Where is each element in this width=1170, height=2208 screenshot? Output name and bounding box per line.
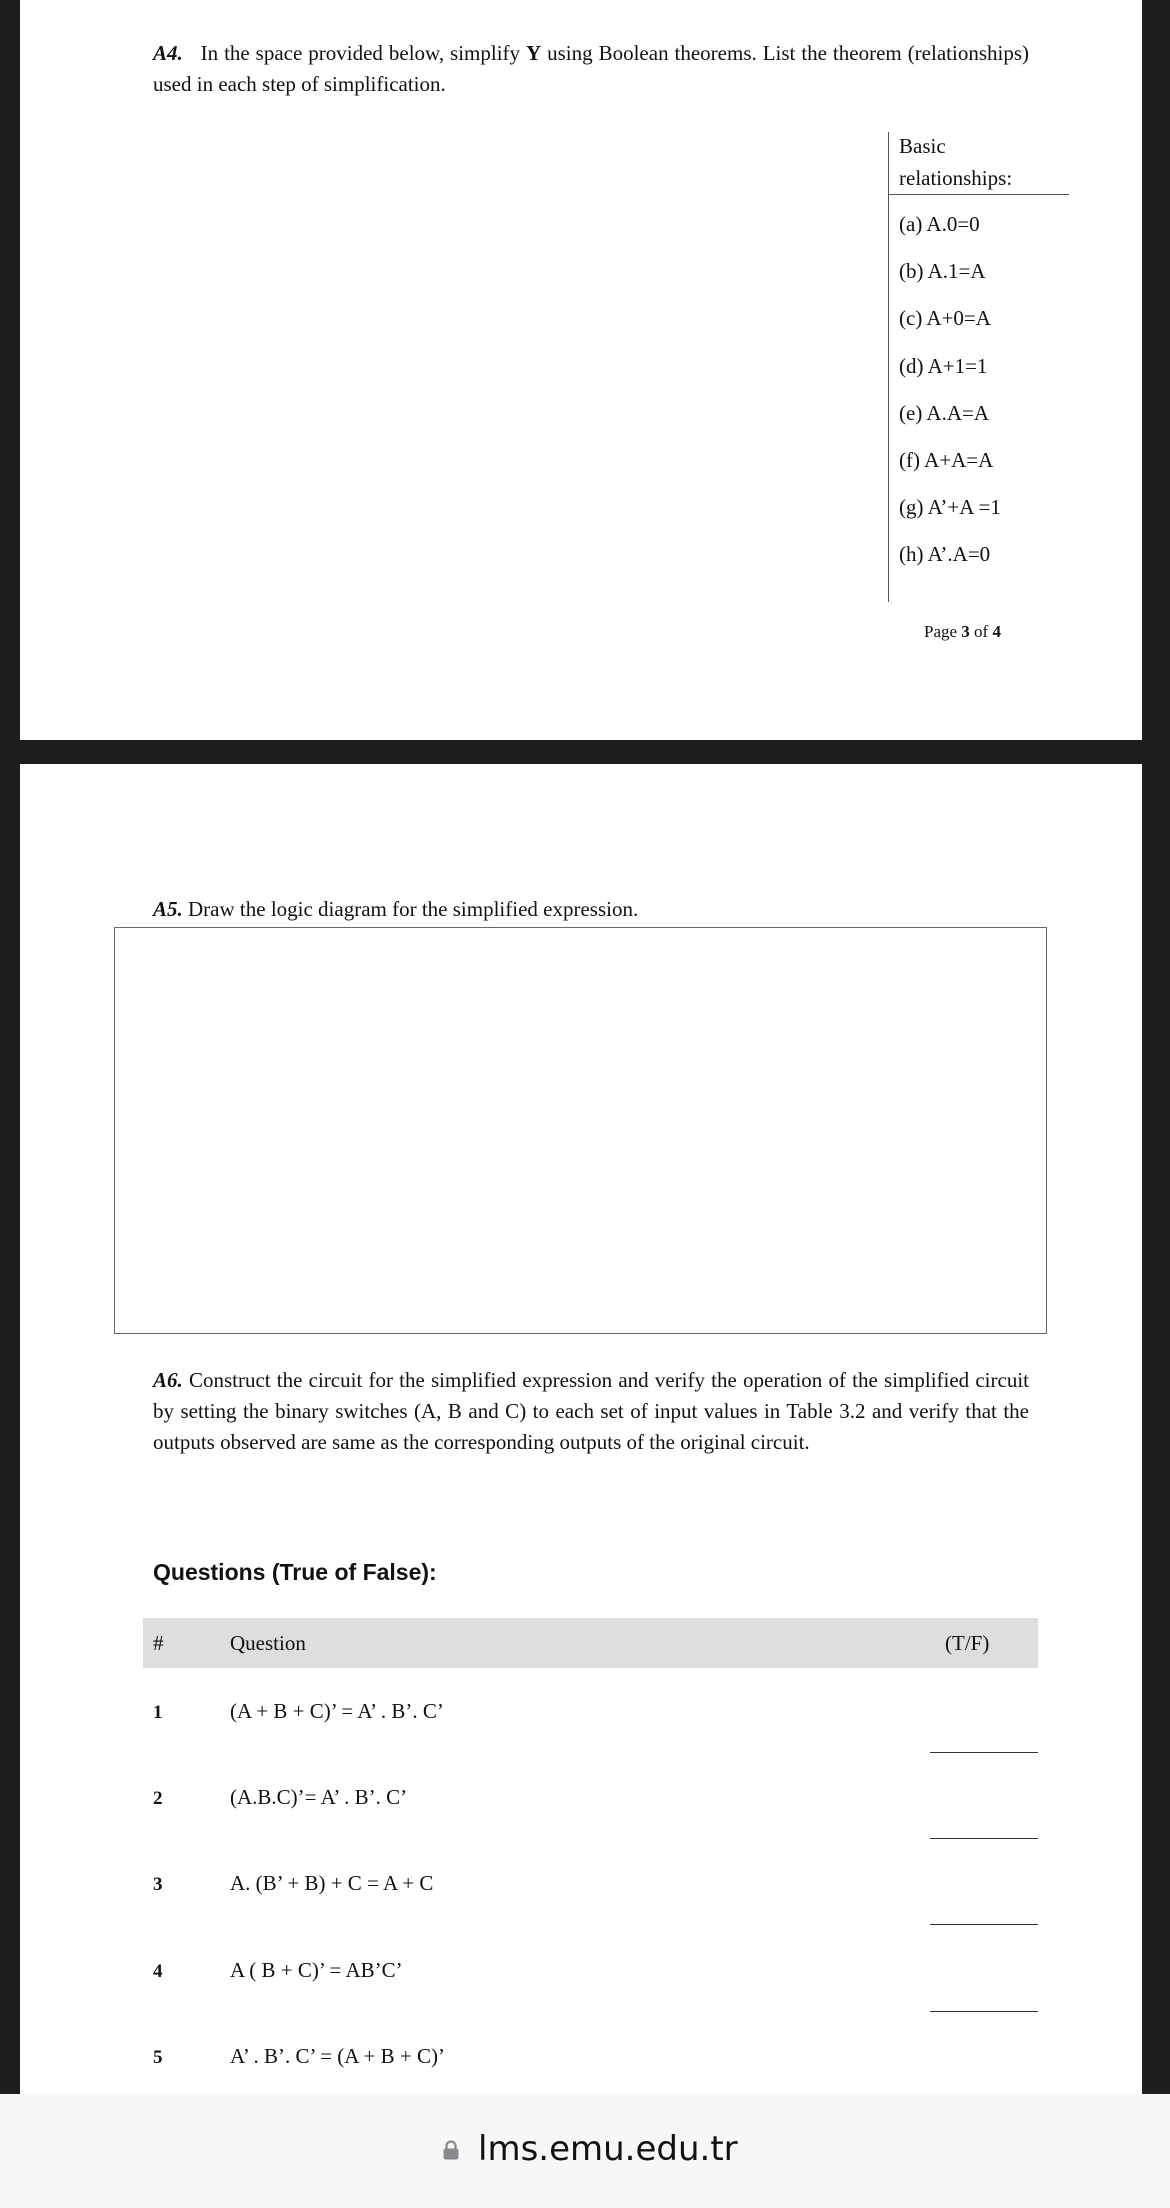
- table-row-question: (A.B.C)’= A’ . B’. C’: [230, 1785, 408, 1809]
- table-row-number: 2: [153, 1788, 163, 1809]
- question-a5-label: A5.: [153, 897, 183, 921]
- answer-blank[interactable]: [930, 1752, 1038, 1753]
- relationship-item: (d) A+1=1: [899, 354, 988, 378]
- relationships-heading: [899, 130, 1059, 194]
- question-a4-label: A4.: [153, 41, 183, 65]
- question-a6-label: A6.: [153, 1368, 183, 1392]
- table-header-true-false: (T/F): [945, 1631, 990, 1655]
- relationship-item: (c) A+0=A: [899, 306, 991, 330]
- relationships-heading-line-1: Basic: [899, 134, 946, 158]
- question-a6: [153, 1365, 1029, 1458]
- table-row-question: A’ . B’. C’ = (A + B + C)’: [230, 2044, 445, 2068]
- page-number-total: 4: [992, 622, 1001, 641]
- question-a5-text: Draw the logic diagram for the simplified expression.: [182, 897, 639, 921]
- table-row-number: 3: [153, 1874, 163, 1895]
- page-number-of: of: [969, 622, 993, 641]
- page-number: [924, 622, 1001, 642]
- page-number-label: Page: [924, 622, 962, 641]
- relationships-heading-line-2: relationships:: [899, 166, 1013, 190]
- question-a5: [153, 894, 1029, 925]
- table-row-number: 5: [153, 2047, 163, 2068]
- questions-title: Questions (True of False):: [153, 1559, 437, 1585]
- page-number-current: 3: [961, 622, 970, 641]
- table-row-question: (A + B + C)’ = A’ . B’. C’: [230, 1699, 444, 1723]
- table-header-number: #: [153, 1631, 164, 1655]
- answer-blank[interactable]: [930, 1924, 1038, 1925]
- logic-diagram-drawing-area[interactable]: [114, 927, 1047, 1334]
- question-a4: [153, 38, 1029, 100]
- question-a4-text-1: In the space provided below, simplify: [200, 41, 526, 65]
- answer-blank[interactable]: [930, 1838, 1038, 1839]
- table-row-number: 1: [153, 1702, 163, 1723]
- relationship-item: (h) A’.A=0: [899, 542, 991, 566]
- document-page-4: [20, 764, 1142, 2094]
- table-row-question: A ( B + C)’ = AB’C’: [230, 1958, 403, 1982]
- answer-blank[interactable]: [930, 2011, 1038, 2012]
- lock-icon: [442, 2140, 460, 2160]
- relationship-item: (e) A.A=A: [899, 401, 989, 425]
- relationship-item: (b) A.1=A: [899, 259, 986, 283]
- relationship-item: (f) A+A=A: [899, 448, 994, 472]
- relationship-item: (g) A’+A =1: [899, 495, 1001, 519]
- table-row-number: 4: [153, 1961, 163, 1982]
- question-a4-text-2: using Boolean theorems. List the theorem (relationships) used in each step of simplification.: [153, 41, 1029, 96]
- document-page-3: [20, 0, 1142, 740]
- table-row-question: A. (B’ + B) + C = A + C: [230, 1871, 434, 1895]
- url-text[interactable]: lms.emu.edu.tr: [478, 2129, 738, 2169]
- table-header-question: Question: [230, 1631, 306, 1655]
- question-a6-text: Construct the circuit for the simplified expression and verify the operation of the simplified circuit by setting the binary switches (A, B and C) to each set of input values in Table 3.2 and verify that the outputs observed are same as the corresponding outputs of the original circuit.: [153, 1368, 1029, 1454]
- relationship-item: (a) A.0=0: [899, 212, 980, 236]
- question-a4-variable: Y: [526, 41, 542, 65]
- relationships-heading-rule: [889, 194, 1069, 195]
